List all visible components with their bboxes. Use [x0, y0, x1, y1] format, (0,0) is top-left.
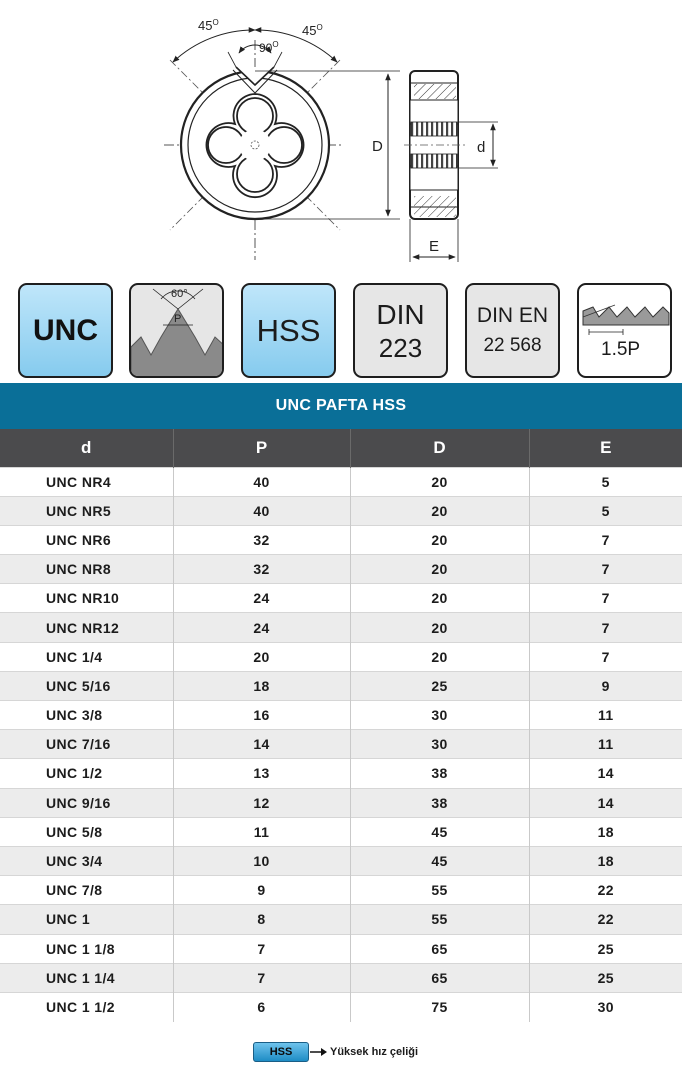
table-row — [0, 846, 682, 875]
thread-type-text: UNC — [33, 313, 98, 347]
table-cell-E: 14 — [529, 759, 682, 788]
table-title: UNC PAFTA HSS — [0, 383, 682, 429]
table-row — [0, 701, 682, 730]
table-cell-D: 20 — [350, 642, 529, 671]
table-cell-P: 8 — [173, 905, 350, 934]
table-row — [0, 817, 682, 846]
table-row — [0, 671, 682, 700]
column-header-d: d — [0, 429, 173, 467]
table-cell-d: UNC 1/4 — [0, 642, 173, 671]
table-row — [0, 467, 682, 496]
table-cell-P: 32 — [173, 525, 350, 554]
table-cell-E: 7 — [529, 525, 682, 554]
table-cell-D: 20 — [350, 467, 529, 496]
table-cell-E: 7 — [529, 555, 682, 584]
table-cell-d: UNC 3/8 — [0, 701, 173, 730]
table-cell-E: 25 — [529, 934, 682, 963]
table-row — [0, 963, 682, 992]
table-cell-P: 13 — [173, 759, 350, 788]
table-cell-P: 24 — [173, 584, 350, 613]
table-row — [0, 759, 682, 788]
din-en-text: DIN EN — [476, 303, 549, 327]
table-cell-d: UNC 3/4 — [0, 846, 173, 875]
table-cell-D: 20 — [350, 496, 529, 525]
table-cell-P: 18 — [173, 671, 350, 700]
table-cell-d: UNC 7/8 — [0, 876, 173, 905]
table-cell-d: UNC 5/16 — [0, 671, 173, 700]
table-cell-P: 12 — [173, 788, 350, 817]
table-cell-D: 20 — [350, 525, 529, 554]
chamfer-profile-icon — [579, 285, 672, 378]
table-cell-P: 32 — [173, 555, 350, 584]
table-cell-E: 7 — [529, 613, 682, 642]
table-row — [0, 788, 682, 817]
table-cell-P: 40 — [173, 496, 350, 525]
table-cell-D: 20 — [350, 584, 529, 613]
table-row — [0, 525, 682, 554]
table-cell-D: 65 — [350, 934, 529, 963]
legend-text: Yüksek hız çeliği — [330, 1046, 419, 1058]
thread-angle-badge — [129, 283, 224, 378]
table-cell-d: UNC 1/2 — [0, 759, 173, 788]
table-cell-E: 30 — [529, 992, 682, 1021]
table-cell-E: 22 — [529, 905, 682, 934]
table-cell-P: 24 — [173, 613, 350, 642]
table-cell-P: 9 — [173, 876, 350, 905]
table-cell-D: 38 — [350, 759, 529, 788]
table-cell-E: 18 — [529, 817, 682, 846]
table-row — [0, 905, 682, 934]
die-front-view — [164, 18, 342, 260]
column-header-P: P — [173, 429, 350, 467]
table-cell-P: 11 — [173, 817, 350, 846]
table-cell-D: 20 — [350, 555, 529, 584]
din-en-standard-badge — [465, 283, 560, 378]
spec-badges — [18, 283, 664, 379]
svg-text:1.5P: 1.5P — [601, 339, 641, 360]
table-cell-P: 7 — [173, 934, 350, 963]
table-row — [0, 730, 682, 759]
table-cell-d: UNC 1 — [0, 905, 173, 934]
table-cell-P: 40 — [173, 467, 350, 496]
table-row — [0, 584, 682, 613]
table-cell-D: 55 — [350, 876, 529, 905]
table-cell-D: 20 — [350, 613, 529, 642]
table-cell-E: 7 — [529, 584, 682, 613]
table-cell-P: 14 — [173, 730, 350, 759]
table-cell-P: 20 — [173, 642, 350, 671]
dimension-d-label: d — [477, 139, 486, 156]
svg-text:P: P — [174, 313, 182, 325]
table-body — [0, 467, 682, 1022]
table-cell-E: 7 — [529, 642, 682, 671]
table-cell-d: UNC 7/16 — [0, 730, 173, 759]
table-cell-D: 30 — [350, 701, 529, 730]
material-text: HSS — [256, 313, 321, 348]
table-cell-d: UNC NR12 — [0, 613, 173, 642]
table-cell-D: 75 — [350, 992, 529, 1021]
thread-type-badge — [18, 283, 113, 378]
table-row — [0, 642, 682, 671]
table-cell-d: UNC 1 1/4 — [0, 963, 173, 992]
table-cell-E: 5 — [529, 496, 682, 525]
table-cell-D: 65 — [350, 963, 529, 992]
table-row — [0, 934, 682, 963]
angle-left-label: $45^O$ — [198, 18, 219, 33]
table-cell-d: UNC NR8 — [0, 555, 173, 584]
angle-center-label: $90^O$ — [259, 40, 279, 55]
die-side-view — [404, 71, 466, 219]
table-cell-E: 18 — [529, 846, 682, 875]
table-cell-P: 16 — [173, 701, 350, 730]
din-text: DIN — [376, 298, 425, 330]
column-header-E: E — [529, 429, 682, 467]
table-cell-d: UNC 9/16 — [0, 788, 173, 817]
dimension-E-label: E — [429, 238, 440, 255]
table-cell-D: 45 — [350, 817, 529, 846]
table-header — [0, 429, 682, 467]
svg-text:60°: 60° — [171, 288, 188, 300]
table-row — [0, 613, 682, 642]
table-cell-E: 11 — [529, 701, 682, 730]
table-cell-d: UNC NR4 — [0, 467, 173, 496]
table-cell-P: 10 — [173, 846, 350, 875]
table-cell-P: 7 — [173, 963, 350, 992]
die-technical-drawing — [0, 0, 682, 272]
table-cell-d: UNC NR10 — [0, 584, 173, 613]
table-cell-D: 30 — [350, 730, 529, 759]
table-cell-D: 25 — [350, 671, 529, 700]
table-cell-d: UNC 1 1/2 — [0, 992, 173, 1021]
specification-table — [0, 429, 682, 1022]
table-row — [0, 876, 682, 905]
din-en-number-text: 22 568 — [483, 334, 542, 356]
table-row — [0, 496, 682, 525]
table-cell-E: 11 — [529, 730, 682, 759]
table-cell-D: 45 — [350, 846, 529, 875]
legend — [253, 1042, 418, 1062]
legend-hss-badge: HSS — [253, 1042, 309, 1062]
din-standard-badge — [353, 283, 448, 378]
table-row — [0, 992, 682, 1021]
chamfer-badge — [577, 283, 672, 378]
table-cell-d: UNC NR5 — [0, 496, 173, 525]
material-badge — [241, 283, 336, 378]
table-cell-E: 22 — [529, 876, 682, 905]
table-row — [0, 555, 682, 584]
table-cell-P: 6 — [173, 992, 350, 1021]
table-cell-E: 25 — [529, 963, 682, 992]
dimension-D-label: D — [372, 138, 383, 155]
din-number-text: 223 — [378, 332, 423, 363]
arrow-right-icon — [309, 1042, 329, 1062]
table-cell-d: UNC NR6 — [0, 525, 173, 554]
table-cell-E: 5 — [529, 467, 682, 496]
column-header-D: D — [350, 429, 529, 467]
table-cell-E: 9 — [529, 671, 682, 700]
table-cell-D: 38 — [350, 788, 529, 817]
table-cell-E: 14 — [529, 788, 682, 817]
table-cell-D: 55 — [350, 905, 529, 934]
angle-right-label: $45^O$ — [302, 23, 323, 38]
table-cell-d: UNC 1 1/8 — [0, 934, 173, 963]
table-cell-d: UNC 5/8 — [0, 817, 173, 846]
thread-profile-icon — [131, 285, 224, 378]
